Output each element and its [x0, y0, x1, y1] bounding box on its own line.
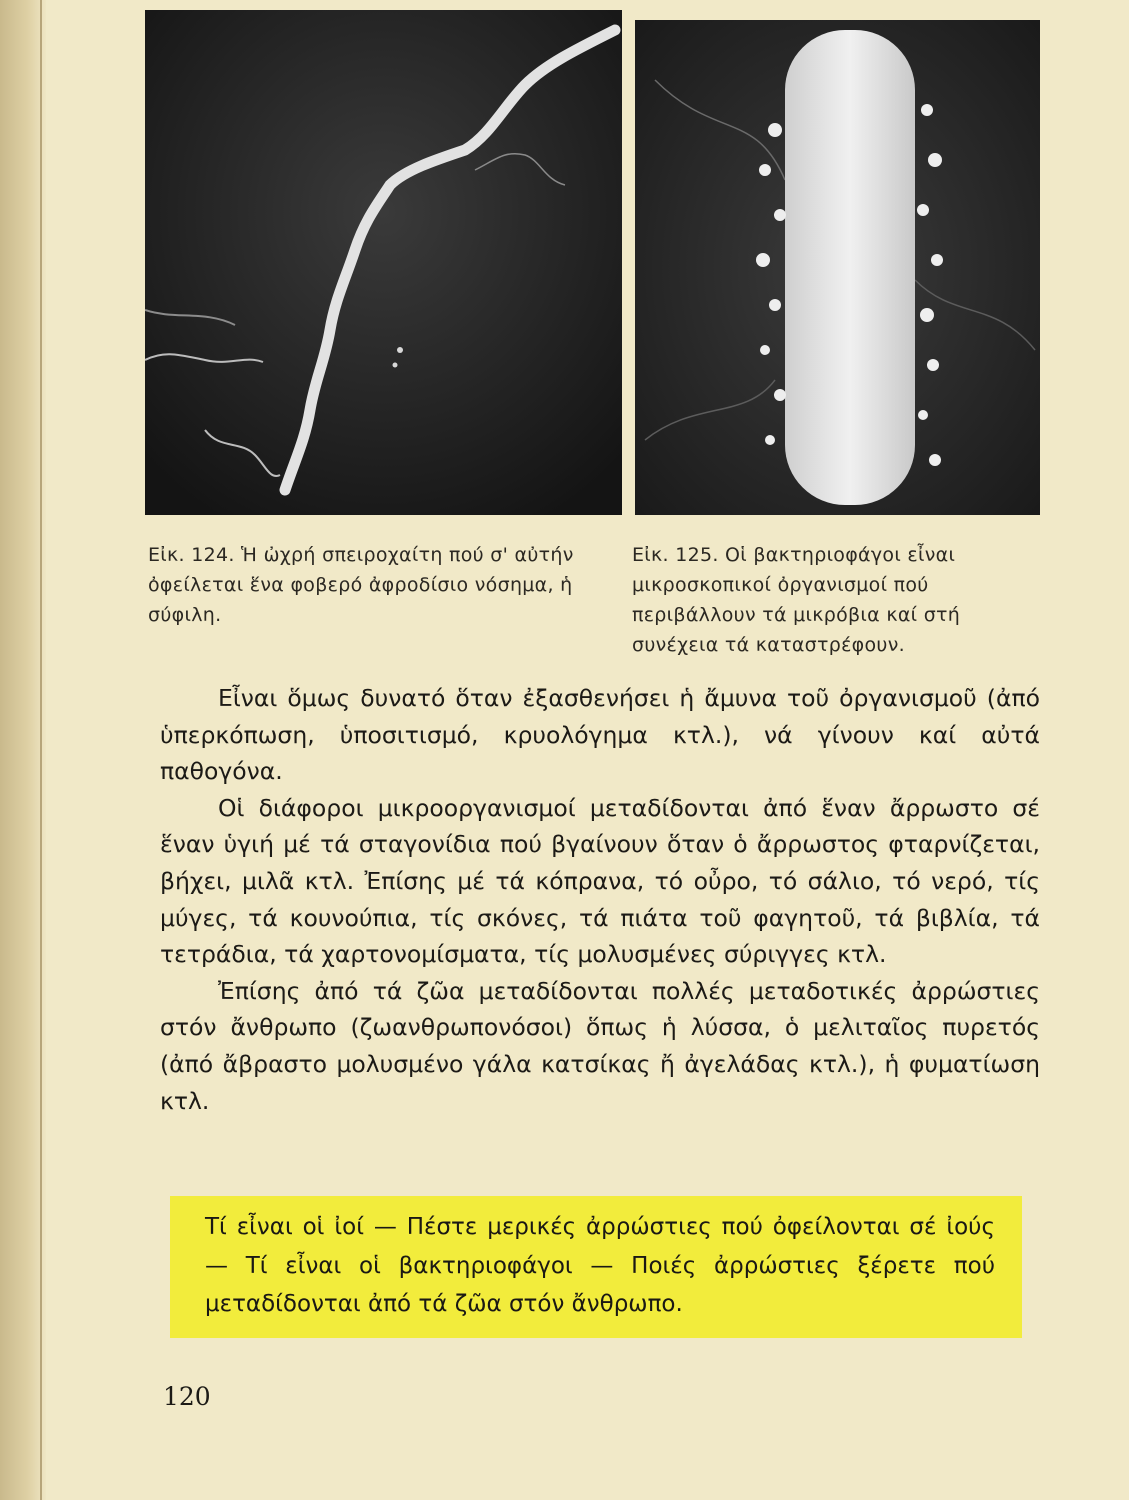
paragraph-1: Εἶναι ὅμως δυνατό ὅταν ἐξασθενήσει ἡ ἄμυνα τοῦ ὀργανισμοῦ (ἀπό ὑπερκόπωση, ὑποσιτισμό, κρυολόγημα κτλ.), νά γίνουν καί αὐτά παθογόνα. [160, 684, 1040, 786]
figure-125-caption: Εἰκ. 125. Οἱ βακτηριοφάγοι εἶναι μικροσκοπικοί ὀργανισμοί πού περιβάλλουν τά μικρόβια καί στή συνέχεια τά καταστρέφουν. [632, 544, 961, 656]
figure-124-caption: Εἰκ. 124. Ἡ ὠχρή σπειροχαίτη πού σ' αὐτήν ὀφείλεται ἕνα φοβερό ἀφροδίσιο νόσημα, ἡ σύφιλη. [148, 544, 574, 626]
paragraph-2: Οἱ διάφοροι μικροοργανισμοί μεταδίδονται ἀπό ἕναν ἄρρωστο σέ ἕναν ὑγιή μέ τά σταγονίδια πού βγαίνουν ὅταν ὁ ἄρρωστος φταρνίζεται, βήχει, μιλᾶ κτλ. Ἐπίσης μέ τά κόπρανα, τό οὖρο, τό σάλιο, τό νερό, τίς μύγες, τά κουνούπια, τίς σκόνες, τά πιάτα τοῦ φαγητοῦ, τά βιβλία, τά τετράδια, τά χαρτονομίσματα, τίς μολυσμένες σύριγγες κτλ. [160, 793, 1040, 969]
page-number: 120 [163, 1382, 211, 1411]
figure-124-photo [145, 10, 622, 515]
main-text [160, 680, 1040, 1119]
figure-125-photo [635, 20, 1040, 515]
spirochete-image [145, 10, 622, 515]
bacteriophage-image [635, 20, 1040, 515]
paragraph-3: Ἐπίσης ἀπό τά ζῶα μεταδίδονται πολλές μεταδοτικές ἀρρώστιες στόν ἄνθρωπο (ζωανθρωπονόσοι) ὅπως ἡ λύσσα, ὁ μελιταῖος πυρετός (ἀπό ἄβραστο μολυσμένο γάλα κατσίκας ἤ ἀγελάδας κτλ.), ἡ φυματίωση κτλ. [160, 976, 1040, 1115]
review-questions-text: Τί εἶναι οἱ ἰοί — Πέστε μερικές ἀρρώστιες πού ὀφείλονται σέ ἰούς — Τί εἶναι οἱ βακτηριοφάγοι — Ποιές ἀρρώστιες ξέρετε πού μεταδίδονται ἀπό τά ζῶα στόν ἄνθρωπο. [205, 1214, 995, 1317]
review-questions-box [170, 1196, 1022, 1338]
gutter-line [40, 0, 42, 1500]
